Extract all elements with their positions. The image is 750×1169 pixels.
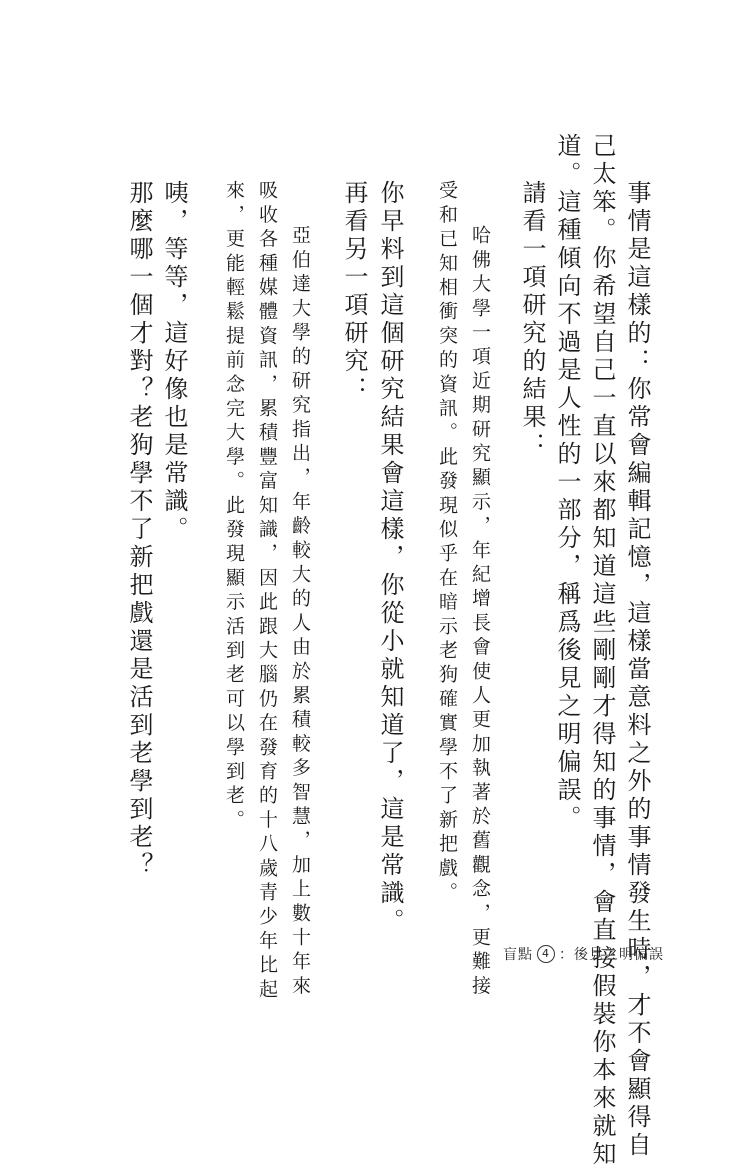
paragraph-intro-line-3: 道。這種傾向不過是人性的一部分，稱爲後見之明偏誤。 <box>553 133 581 833</box>
quote-harvard-line-1: 哈佛大學一項近期研究顯示，年紀增長會使人更加執著於舊觀念，更難接 <box>469 225 491 1000</box>
paragraph-common-sense: 你早料到這個研究結果會這樣，你從小就知道了，這是常識。 <box>376 180 404 936</box>
footer-chapter-number: 4 <box>537 945 555 963</box>
paragraph-study-intro: 請看一項研究的結果： <box>518 180 546 460</box>
quote-alberta-line-2: 吸收各種媒體資訊，累積豐富知識，因此跟大腦仍在發育的十八歲青少年比起 <box>256 180 278 1003</box>
paragraph-wait: 咦，等等，這好像也是常識。 <box>160 180 188 544</box>
footer-chapter-title: ：後見之明偏誤 <box>559 947 664 963</box>
quote-harvard-line-2: 受和已知相衝突的資訊。此發現似乎在暗示老狗確實學不了新把戲。 <box>436 180 458 906</box>
quote-alberta-line-1: 亞伯達大學的研究指出，年齡較大的人由於累積較多智慧，加上數十年來 <box>289 225 311 1000</box>
paragraph-another-study: 再看另一項研究： <box>340 180 368 404</box>
footer-section-label: 盲點 <box>503 947 533 963</box>
paragraph-question: 那麼哪一個才對？老狗學不了新把戲還是活到老學到老？ <box>125 180 153 880</box>
paragraph-intro-line-2: 己太笨。你希望自己一直以來都知道這些剛剛才得知的事情，會直接假裝你本來就知 <box>588 133 616 1169</box>
paragraph-intro-line-1: 事情是這樣的：你常會編輯記憶，這樣當意料之外的事情發生時，才不會顯得自 <box>623 180 651 1160</box>
quote-alberta-line-3: 來，更能輕鬆提前念完大學。此發現顯示活到老可以學到老。 <box>223 180 245 834</box>
running-footer <box>503 944 664 964</box>
